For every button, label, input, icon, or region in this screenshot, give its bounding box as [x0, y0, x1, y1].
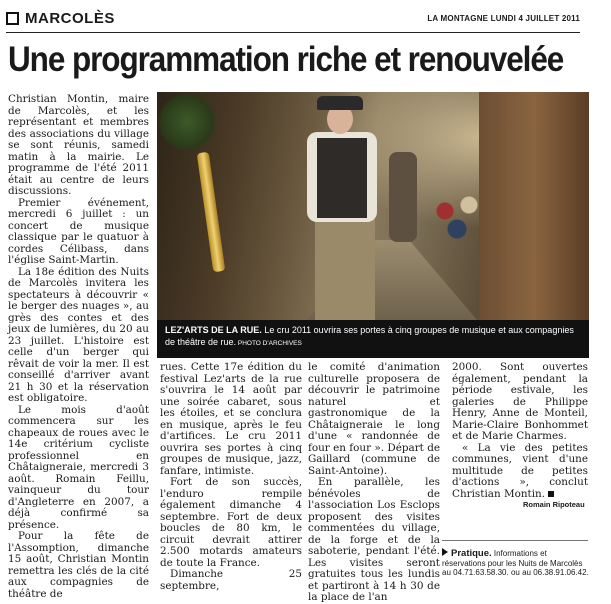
- photo-caption: [157, 320, 589, 358]
- paragraph: le comité d'animation culturelle proposera de découvrir le patrimoine naturel et gastronomique de la Châtaigneraie le long d'une « randonnée de four en four ». Départ de Gaillard (commune de Saint-Antoine).: [308, 361, 440, 477]
- masthead: LA MONTAGNE LUNDI 4 JUILLET 2011: [427, 14, 580, 23]
- paragraph: Le mois d'août commencera sur les chapeaux de roues avec le 14e critérium cycliste professionnel en Châtaigneraie, mercredi 3 août. Romain Feillu, vainqueur du tour d'Angleterre en 2007, a déjà confirmé sa présence.: [8, 403, 149, 531]
- divider: [442, 540, 588, 541]
- article-photo: [157, 92, 589, 320]
- article-column-2: [160, 362, 302, 592]
- pratique-box: [442, 548, 592, 578]
- photo-saxophone: [197, 152, 226, 273]
- pratique-heading: Pratique.: [451, 548, 492, 559]
- paragraph: La 18e édition des Nuits de Marcolès invitera les spectateurs à découvrir « le berger des nuages », au grès des contes et des jeux de lumières, du 20 au 23 juillet. L'histoire est celle d'un berger qui rêvait de voir la mer. Il est conseillé d'arriver avant 21 h 30 et la réservation est obligatoire.: [8, 265, 149, 404]
- paragraph: [452, 443, 588, 501]
- photo-tree: [157, 92, 217, 152]
- article-column-3: [308, 362, 440, 604]
- paragraph: En parallèle, les bénévoles de l'association Los Esclops proposent des visites commentées du village, de la forge et de la saboterie, pendant l'été. Les visites seront gratuites tous les lundis et partiront à 14 h 30 de la place de l'an: [308, 476, 440, 603]
- photo-musician-vest: [317, 138, 367, 218]
- photo-musician-hat: [317, 96, 363, 110]
- section-title: MARCOLÈS: [25, 10, 115, 27]
- photo-wall: [479, 92, 589, 320]
- section-header: [6, 10, 580, 33]
- paragraph: Pour la fête de l'Assomption, dimanche 15 août, Christian Montin remettra les clés de la cité aux compagnies de théâtre de: [8, 530, 149, 600]
- author-byline: Romain Ripoteau: [523, 500, 585, 509]
- photo-musician-legs: [315, 217, 375, 320]
- section-square-icon: [6, 12, 19, 25]
- caption-label: LEZ'ARTS DE LA RUE.: [165, 325, 262, 335]
- paragraph: Dimanche 25 septembre,: [160, 568, 302, 592]
- photo-credit: PHOTO D'ARCHIVES: [236, 340, 302, 347]
- paragraph: Christian Montin, maire de Marcolès, et les représentant et membres des associations du village se sont réunis, samedi matin à la mairie. Le programme de l'été 2011 était au centre de leurs discussions.: [8, 93, 149, 197]
- article-column-1: [8, 94, 149, 600]
- photo-second-musician: [389, 152, 417, 242]
- paragraph: 2000. Sont ouvertes également, pendant la période estivale, les galeries de Philippe Henry, Anne de Monteil, Marie-Claire Bonhommet et de Marie Charmes.: [452, 361, 588, 442]
- paragraph: Premier événement, mercredi 6 juillet : un concert de musique classique par le quatuor à cordes Célibass, dans l'église Saint-Martin.: [8, 196, 149, 266]
- closing-quote: « La vie des petites communes, vient d'une multitude de petites d'actions », conclut Christian Montin.: [452, 441, 588, 500]
- triangle-bullet-icon: [442, 548, 448, 556]
- paragraph: Fort de son succès, l'enduro rempile également dimanche 4 septembre. Fort de deux boucles de 80 km, le circuit devrait attirer 2.500 motards amateurs de toute la France.: [160, 476, 302, 569]
- paragraph: rues. Cette 17e édition du festival Lez'arts de la rue s'ouvrira le 14 août par une soirée cabaret, sous les étoiles, et se conclura en musique, après le feu d'artifices. Le cru 2011 ouvrira ses portes à cinq groupes de musique, jazz, fanfare, intimiste.: [160, 361, 302, 477]
- caption-text: Le cru 2011 ouvrira ses portes à cinq groupes de musique et aux compagnies de théâtre de rue.: [165, 325, 574, 347]
- end-square-icon: [548, 491, 554, 497]
- photo-crowd: [427, 187, 487, 247]
- headline: Une programmation riche et renouvelée: [8, 40, 564, 79]
- pratique-text: Informations et réservations pour les Nuits de Marcolès au 04.71.63.58.30. ou au 06.38.91.06.42.: [442, 549, 589, 577]
- article-column-4: [452, 362, 588, 500]
